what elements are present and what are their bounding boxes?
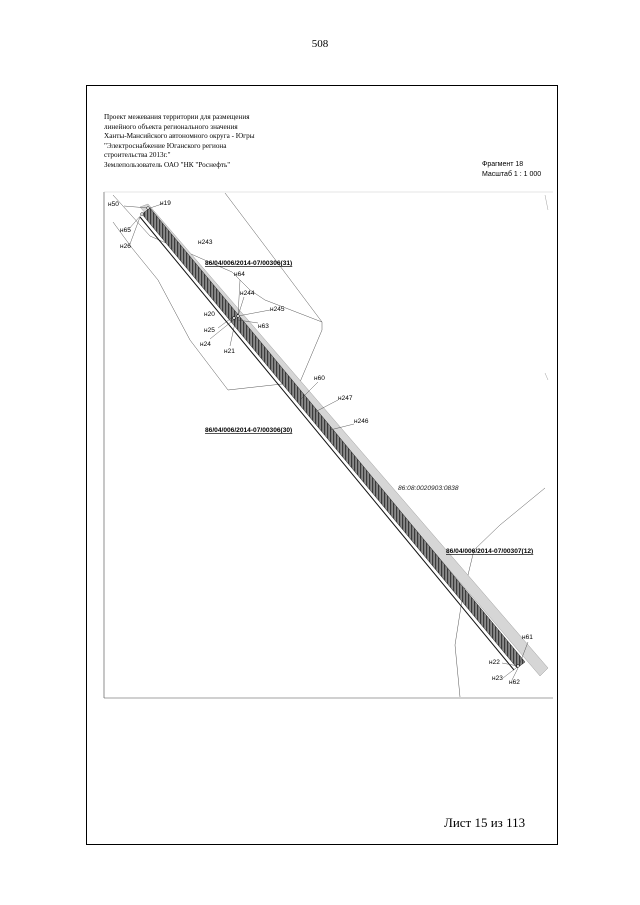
header-line: Землепользователь ОАО "НК "Роснефть" — [104, 160, 231, 169]
scale-label: Масштаб 1 : 1 000 — [482, 171, 542, 178]
boundary-tick — [545, 373, 548, 380]
point-label: н243 — [198, 239, 213, 246]
point-label: н19 — [160, 200, 171, 207]
parcel-boundary-line — [225, 193, 268, 250]
header-line: строительства 2013г." — [104, 151, 171, 160]
point-label: н23 — [492, 675, 503, 682]
sheet-counter: Лист 15 из 113 — [444, 815, 526, 830]
header-line: "Электроснабжение Юганского региона — [104, 141, 227, 150]
point-label: н246 — [354, 418, 369, 425]
boundary-tick — [545, 195, 548, 210]
header-line: Ханты-Мансийского автономного округа - Югры — [104, 132, 255, 141]
point-label: н64 — [234, 271, 245, 278]
header-line: Проект межевания территории для размещения — [104, 113, 250, 121]
page-number: 508 — [311, 38, 329, 50]
header-line: линейного объекта регионального значения — [104, 122, 238, 131]
point-label: н245 — [270, 306, 285, 313]
fragment-label: Фрагмент 18 — [482, 161, 524, 168]
quarter-label: 86:08:0020903:0838 — [398, 485, 459, 492]
point-label: н25 — [204, 327, 215, 334]
cadastral-label: 86/04/006/2014-07/00306(30) — [205, 427, 293, 434]
cadastral-label: 86/04/006/2014-07/00306(31) — [205, 260, 293, 267]
corridor-edge — [140, 217, 514, 670]
point-label: н22 — [489, 659, 500, 666]
point-label: н20 — [204, 311, 215, 318]
point-label: н62 — [509, 679, 520, 686]
point-label: н61 — [522, 634, 533, 641]
point-label: н26 — [120, 243, 131, 250]
power-line-corridor — [142, 208, 525, 668]
point-label: н65 — [120, 227, 131, 234]
cadastral-label: 86/04/006/2014-07/00307(12) — [446, 548, 534, 555]
point-label: н244 — [240, 290, 255, 297]
point-label: н21 — [224, 348, 235, 355]
point-label: н247 — [338, 395, 353, 402]
point-label: н63 — [258, 323, 269, 330]
point-label: н50 — [108, 201, 119, 208]
point-label: н60 — [314, 375, 325, 382]
point-label: н24 — [200, 341, 211, 348]
